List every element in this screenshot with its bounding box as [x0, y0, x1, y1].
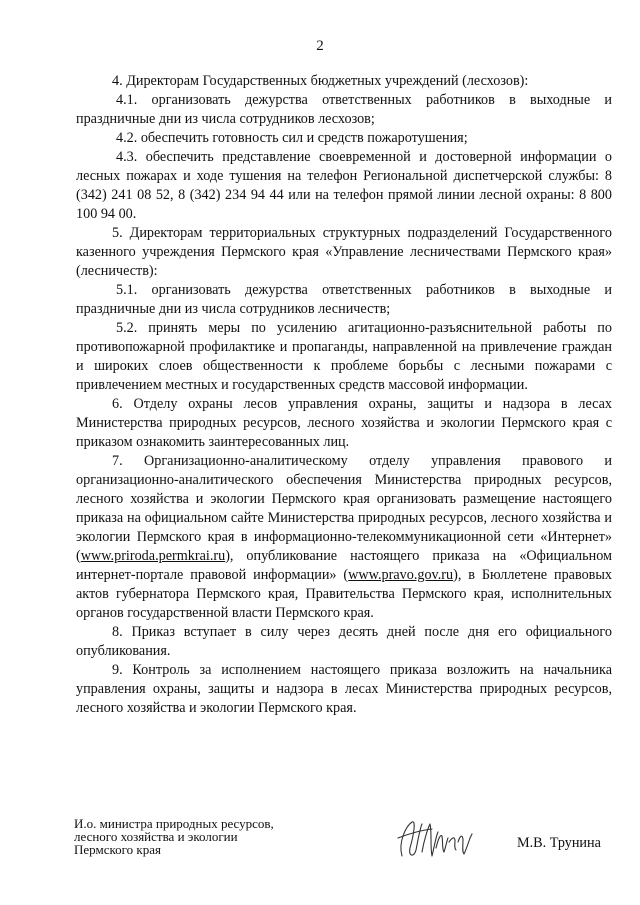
- paragraph-5-2: 5.2. принять меры по усилению агитационно-разъяснительной работы по противопожарной профилактике и пропаганды, направленной на привлечение граждан и широких слоев общественности к проблеме борьбы с лесными пожарами с привлечением местных и государственных средств массовой информации.: [76, 320, 612, 393]
- paragraph-7-text-b: ), опубликование настоящего приказа на «Официальном интернет-портале правовой информации» (: [76, 548, 612, 583]
- paragraph-4-1: 4.1. организовать дежурства ответственных работников в выходные и праздничные дни из числа сотрудников лесхозов;: [76, 92, 612, 127]
- page-number: 2: [316, 38, 324, 54]
- paragraph-7: [76, 452, 612, 623]
- paragraph-8: 8. Приказ вступает в силу через десять дней после дня его официального опубликования.: [76, 624, 612, 659]
- handwritten-signature-icon: [392, 812, 482, 872]
- paragraph-4-2: 4.2. обеспечить готовность сил и средств пожаротушения;: [116, 130, 468, 146]
- pravo-link[interactable]: www.pravo.gov.ru: [348, 567, 454, 583]
- signatory-name: М.В. Трунина: [517, 835, 601, 851]
- paragraph-7-text-a: 7. Организационно-аналитическому отделу управления правового и организационно-аналитического обеспечения Министерства природных ресурсов, лесного хозяйства и экологии Пермского края организовать размещение настоящего приказа на официальном сайте Министерства природных ресурсов, лесного хозяйства и экологии Пермского края в информационно-телекоммуникационной сети «Интернет» (: [76, 453, 612, 564]
- paragraph-7-text-c: ), в Бюллетене правовых актов губернатора Пермского края, Правительства Пермского края, исполнительных органов государственной власти Пермского края.: [76, 567, 612, 621]
- signatory-title-line: лесного хозяйства и экологии: [74, 829, 238, 844]
- document-body: [76, 72, 612, 718]
- paragraph-6: 6. Отделу охраны лесов управления охраны, защиты и надзора в лесах Министерства природных ресурсов, лесного хозяйства и экологии Пермского края с приказом ознакомить заинтересованных лиц.: [76, 396, 612, 450]
- priroda-link[interactable]: www.priroda.permkrai.ru: [80, 548, 226, 564]
- paragraph-5-1: 5.1. организовать дежурства ответственных работников в выходные и праздничные дни из числа сотрудников лесничеств;: [76, 282, 612, 317]
- signatory-title-line: Пермского края: [74, 842, 161, 857]
- paragraph-9: 9. Контроль за исполнением настоящего приказа возложить на начальника управления охраны, защиты и надзора в лесах Министерства природных ресурсов, лесного хозяйства и экологии Пермского края.: [76, 662, 612, 716]
- paragraph-4-3: 4.3. обеспечить представление своевременной и достоверной информации о лесных пожарах и ходе тушения на телефон Региональной диспетчерской службы: 8 (342) 241 08 52, 8 (342) 234 94 44 или на телефон прямой линии лесной охраны: 8 800 100 94 00.: [76, 149, 612, 222]
- signatory-title-line: И.о. министра природных ресурсов,: [74, 816, 274, 831]
- signatory-title: [74, 817, 334, 856]
- paragraph-4: 4. Директорам Государственных бюджетных учреждений (лесхозов):: [112, 73, 529, 89]
- paragraph-5: 5. Директорам территориальных структурных подразделений Государственного казенного учреждения Пермского края «Управление лесничествами Пермского края» (лесничеств):: [76, 225, 612, 279]
